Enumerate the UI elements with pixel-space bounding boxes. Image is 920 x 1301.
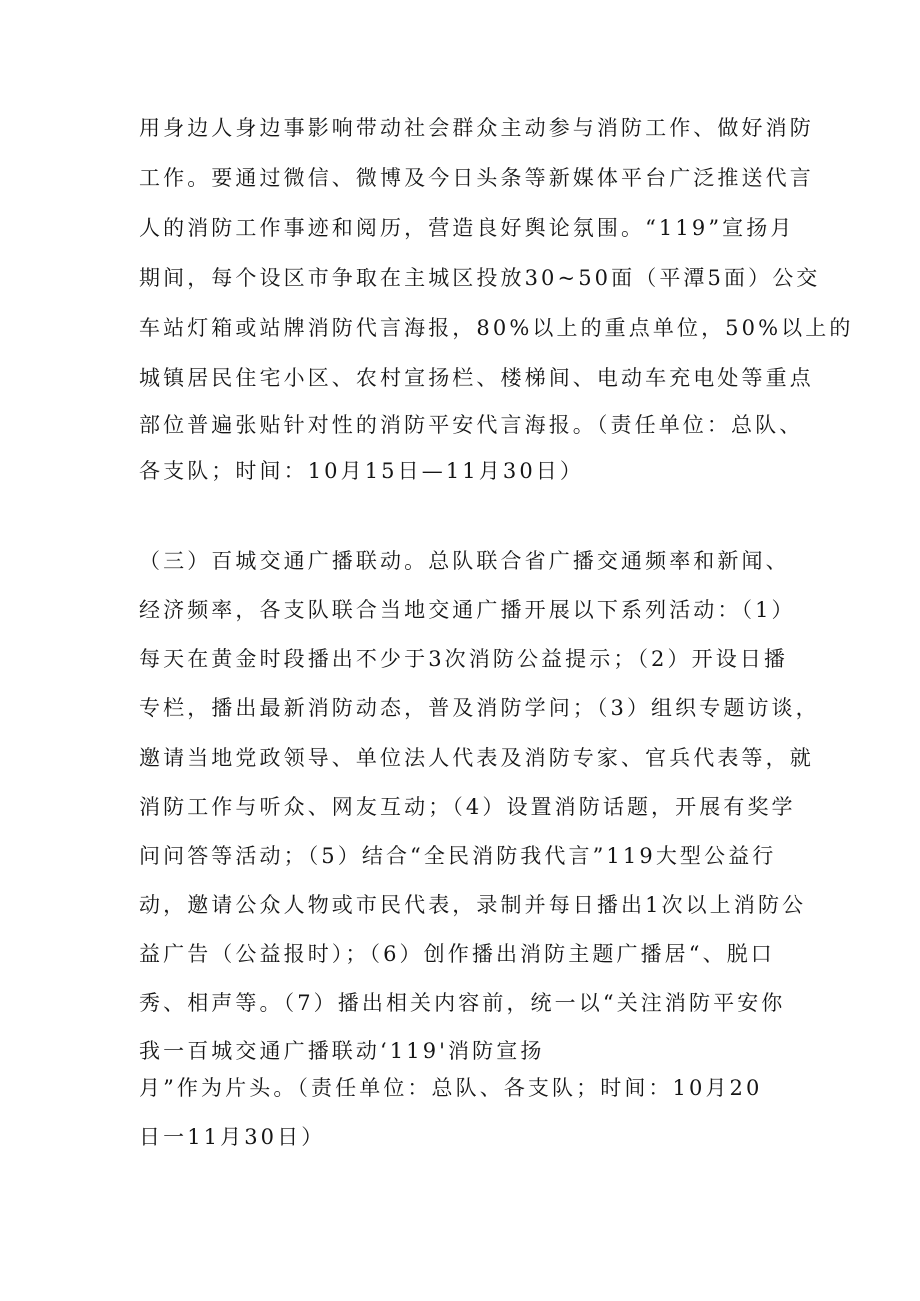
paragraph-2-line-13: 日一11月30日） xyxy=(139,1125,326,1149)
paragraph-2-line-11: 我一百城交通广播联动‘119'消防宣扬 xyxy=(139,1039,545,1063)
paragraph-2-line-4: 专栏，播出最新消防动态，普及消防学问；（3）组织专题访谈， xyxy=(139,696,820,720)
paragraph-1-line-2: 工作。要通过微信、微博及今日头条等新媒体平台广泛推送代言 xyxy=(139,166,814,190)
paragraph-2-line-6: 消防工作与听众、网友互动；（4）设置消防话题，开展有奖学 xyxy=(139,795,796,819)
paragraph-1-line-5: 车站灯箱或站牌消防代言海报，80%以上的重点单位，50%以上的 xyxy=(139,316,854,340)
paragraph-1-line-7: 部位普遍张贴针对性的消防平安代言海报。（责任单位：总队、 xyxy=(139,413,804,437)
paragraph-2-line-7: 问问答等活动；（5）结合“全民消防我代言”119大型公益行 xyxy=(139,844,777,868)
paragraph-2-line-12: 月”作为片头。（责任单位：总队、各支队；时间：10月20 xyxy=(139,1076,763,1100)
paragraph-2-line-9: 益广告（公益报时）；（6）创作播出消防主题广播居“、脱口 xyxy=(139,942,775,966)
paragraph-2-line-8: 动，邀请公众人物或市民代表，录制并每日播出1次以上消防公 xyxy=(139,893,807,917)
paragraph-2-line-2: 经济频率，各支队联合当地交通广播开展以下系列活动：（1） xyxy=(139,598,796,622)
paragraph-1-line-1: 用身边人身边事影响带动社会群众主动参与消防工作、做好消防 xyxy=(139,116,814,140)
paragraph-1-line-6: 城镇居民住宅小区、农村宣扬栏、楼梯间、电动车充电处等重点 xyxy=(139,366,814,390)
paragraph-2-line-5: 邀请当地党政领导、单位法人代表及消防专家、官兵代表等，就 xyxy=(139,746,814,770)
paragraph-1-line-8: 各支队；时间：10月15日—11月30日） xyxy=(139,459,584,483)
paragraph-2-line-1: （三）百城交通广播联动。总队联合省广播交通频率和新闻、 xyxy=(139,549,790,573)
paragraph-2-line-10: 秀、相声等。（7）播出相关内容前，统一以“关注消防平安你 xyxy=(139,991,786,1015)
paragraph-1-line-3: 人的消防工作事迹和阅历，营造良好舆论氛围。“119”宣扬月 xyxy=(139,216,795,240)
paragraph-2-line-3: 每天在黄金时段播出不少于3次消防公益提示；（2）开设日播 xyxy=(139,647,789,671)
paragraph-1-line-4: 期间，每个设区市争取在主城区投放30~50面（平潭5面）公交 xyxy=(139,266,821,290)
